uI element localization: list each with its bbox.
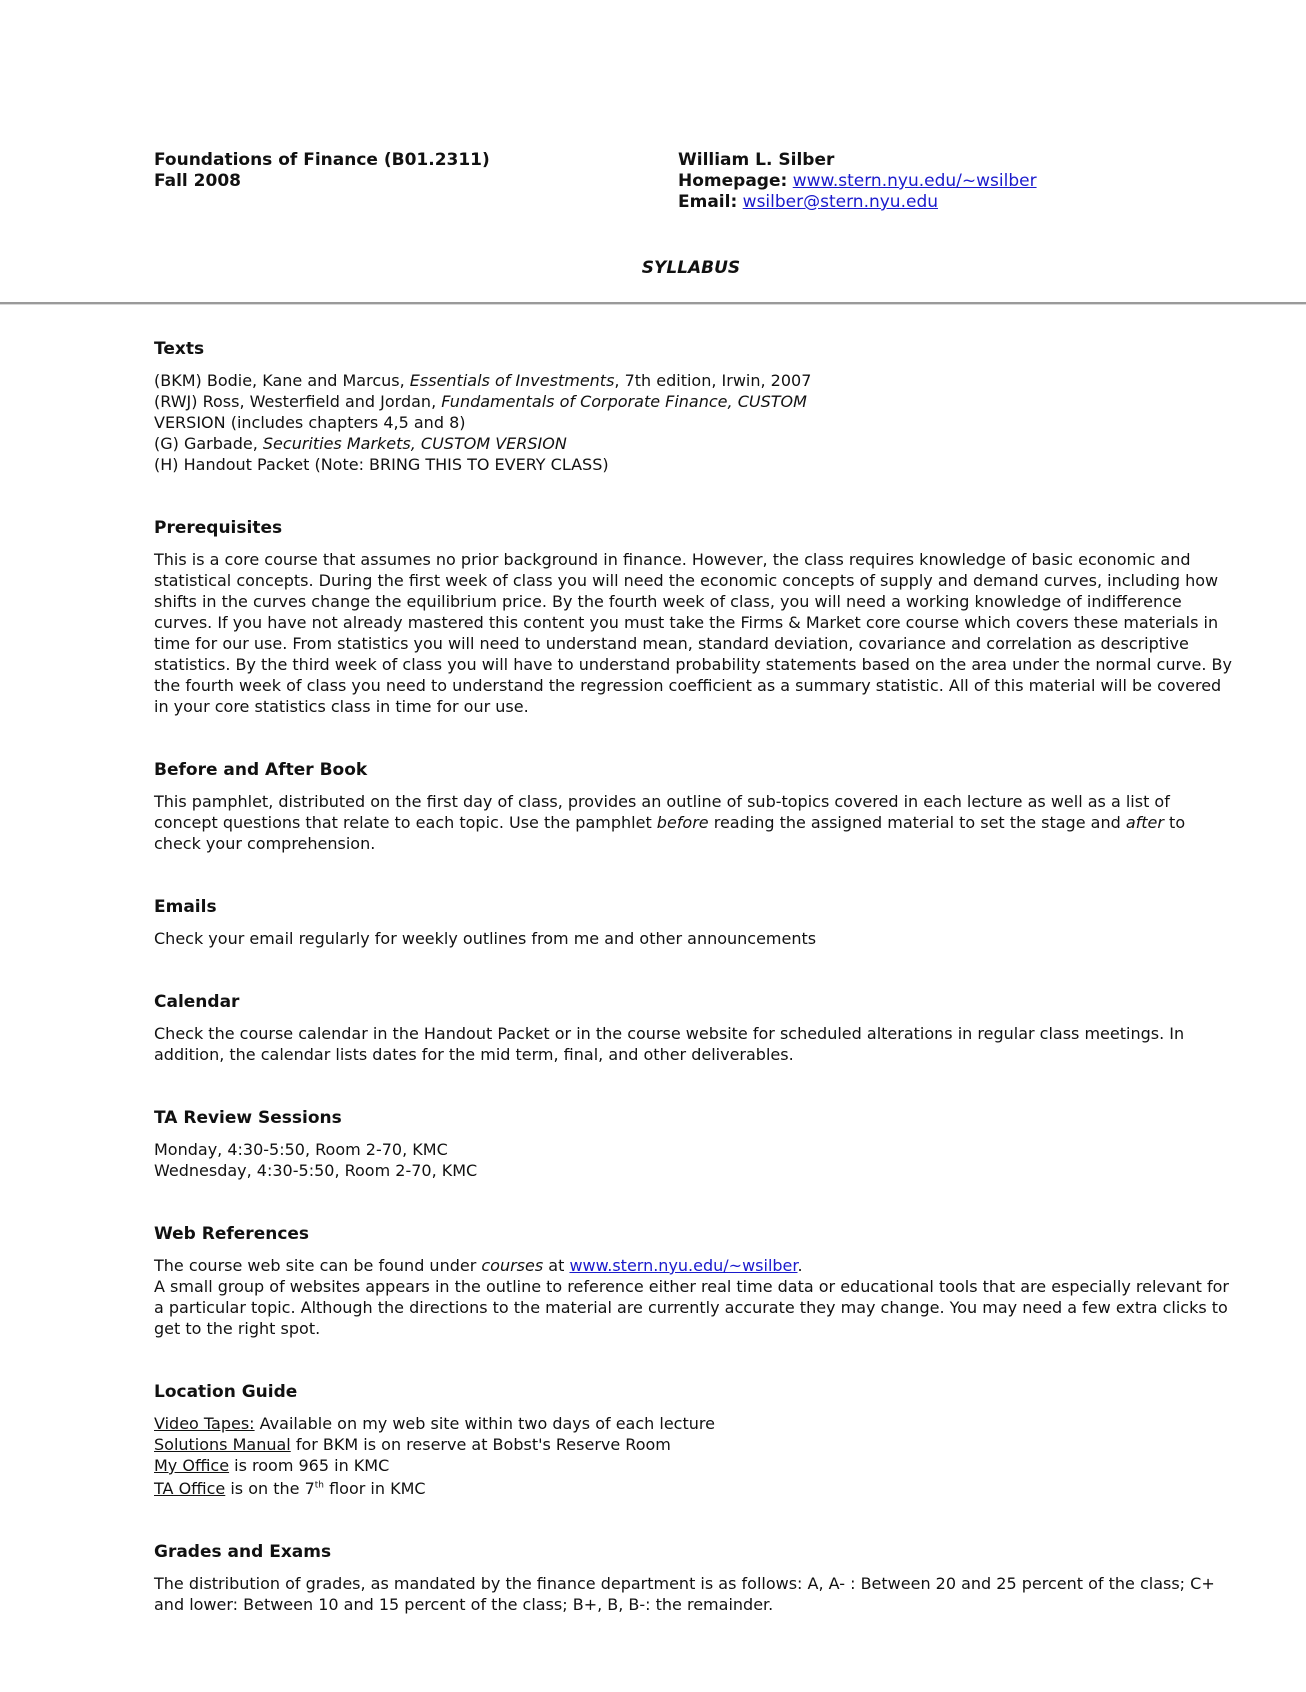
syllabus-body	[154, 338, 1234, 1657]
syllabus-title: SYLLABUS	[641, 258, 741, 278]
section-location-guide	[154, 1381, 1234, 1499]
emails-body: Check your email regularly for weekly outlines from me and other announcements	[154, 929, 817, 948]
course-title: Foundations of Finance (B01.2311)	[154, 150, 490, 170]
web-refs-text-2: at	[543, 1256, 570, 1275]
text-rwj	[154, 392, 807, 432]
email-label: Email:	[678, 192, 738, 212]
section-heading: Location Guide	[154, 1382, 298, 1402]
my-office-text: is room 965 in KMC	[229, 1456, 390, 1475]
instructor-name: William L. Silber	[678, 150, 835, 170]
before-after-text-2: reading the assigned material to set the stage and	[708, 813, 1126, 832]
text-rwj-authors: (RWJ) Ross, Westerfield and Jordan,	[154, 392, 442, 411]
my-office-label: My Office	[154, 1456, 230, 1475]
homepage-line	[678, 171, 1037, 192]
prerequisites-body: This is a core course that assumes no prior background in finance. However, the class requires knowledge of basic economic and statistical concepts. During the first week of class you will need the economic concepts of supply and demand curves, including how shifts in the curves change the equilibrium price. By the fourth week of class, you will need a working knowledge of indifference curves. If you have not already mastered this content you must take the Firms & Market core course which covers these materials in time for our use. From statistics you will need to understand mean, standard deviation, covariance and correlation as descriptive statistics. By the third week of class you will have to understand probability statements based on the area under the normal curve. By the fourth week of class you need to understand the regression coefficient as a summary statistic. All of this material will be covered in your core statistics class in time for our use.	[154, 550, 1232, 716]
text-g	[154, 434, 567, 453]
after-emphasis: after	[1125, 813, 1164, 832]
ta-session-monday: Monday, 4:30-5:50, Room 2-70, KMC	[154, 1140, 448, 1159]
section-heading: Calendar	[154, 992, 240, 1012]
text-bkm	[154, 371, 811, 390]
text-rwj-title: Fundamentals of Corporate Finance, CUSTOM	[441, 392, 807, 411]
ta-office-floor: floor in KMC	[324, 1479, 426, 1499]
courses-emphasis: courses	[481, 1256, 544, 1275]
section-emails	[154, 896, 1234, 949]
section-heading: Emails	[154, 897, 217, 917]
video-tapes-text: Available on my web site within two days of each lecture	[254, 1414, 715, 1433]
web-refs-period: .	[797, 1256, 803, 1275]
before-after-body	[154, 791, 1234, 854]
homepage-link[interactable]: www.stern.nyu.edu/~wsilber	[792, 171, 1037, 191]
location-office	[154, 1456, 389, 1475]
section-calendar	[154, 991, 1234, 1065]
ta-session-wednesday: Wednesday, 4:30-5:50, Room 2-70, KMC	[154, 1161, 478, 1180]
section-heading: Texts	[154, 339, 205, 359]
ta-office-label: TA Office	[154, 1479, 226, 1499]
course-term: Fall 2008	[154, 171, 241, 191]
texts-list	[154, 370, 1234, 475]
header-divider	[0, 302, 1306, 304]
section-before-after-book	[154, 759, 1234, 854]
location-video	[154, 1414, 715, 1433]
ta-sessions-list	[154, 1139, 1234, 1181]
text-h: (H) Handout Packet (Note: BRING THIS TO EVERY CLASS)	[154, 455, 609, 474]
section-heading: Prerequisites	[154, 518, 283, 538]
video-tapes-label: Video Tapes:	[154, 1414, 255, 1433]
email-line	[678, 192, 1037, 213]
location-list	[154, 1413, 1234, 1499]
section-heading: Grades and Exams	[154, 1542, 332, 1563]
ta-office-ordinal: th	[314, 1481, 324, 1491]
section-heading: Web References	[154, 1224, 310, 1244]
location-solutions	[154, 1435, 671, 1454]
solutions-manual-text: for BKM is on reserve at Bobst's Reserve Room	[290, 1435, 671, 1454]
web-refs-text-3: A small group of websites appears in the outline to reference either real time data or educational tools that are especially relevant for a particular topic. Although the directions to the material are currently accurate they may change. You may need a few extra clicks to get to the right spot.	[154, 1277, 1229, 1338]
text-bkm-edition: , 7th edition, Irwin, 2007	[614, 371, 812, 390]
email-link[interactable]: wsilber@stern.nyu.edu	[742, 192, 939, 212]
grades-body: The distribution of grades, as mandated by the finance department is as follows: A, A- : Between 20 and 25 percent of the class; C+ and lower: Between 10 and 15 percent of the class; B+, B, B-: the remainder.	[154, 1574, 1215, 1615]
location-ta-office	[154, 1479, 426, 1498]
text-g-author: (G) Garbade,	[154, 434, 263, 453]
section-web-references	[154, 1223, 1234, 1339]
before-emphasis: before	[656, 813, 709, 832]
text-bkm-title: Essentials of Investments	[409, 371, 615, 390]
section-ta-review	[154, 1107, 1234, 1181]
section-texts	[154, 338, 1234, 475]
instructor-header	[678, 150, 1037, 213]
before-after-text-3: to check your comprehension.	[154, 813, 1186, 853]
course-site-link[interactable]: www.stern.nyu.edu/~wsilber	[569, 1256, 798, 1275]
before-after-text-1: This pamphlet, distributed on the first day of class, provides an outline of sub-topics covered in each lecture as well as a list of concept questions that relate to each topic. Use the pamphlet	[154, 792, 1170, 832]
section-prerequisites	[154, 517, 1234, 717]
text-g-title: Securities Markets, CUSTOM VERSION	[262, 434, 567, 453]
text-bkm-authors: (BKM) Bodie, Kane and Marcus,	[154, 371, 410, 390]
web-refs-text-1: The course web site can be found under	[154, 1256, 482, 1275]
ta-office-text: is on the 7	[225, 1479, 315, 1499]
section-grades-exams	[154, 1541, 1234, 1615]
section-heading: TA Review Sessions	[154, 1108, 342, 1128]
web-refs-body	[154, 1255, 1234, 1339]
text-rwj-version: VERSION (includes chapters 4,5 and 8)	[154, 413, 466, 432]
calendar-body: Check the course calendar in the Handout Packet or in the course website for scheduled alterations in regular class meetings. In addition, the calendar lists dates for the mid term, final, and other deliverables.	[154, 1024, 1185, 1064]
section-heading: Before and After Book	[154, 760, 368, 780]
homepage-label: Homepage:	[678, 171, 788, 191]
course-header	[154, 150, 490, 192]
solutions-manual-label: Solutions Manual	[154, 1435, 291, 1454]
